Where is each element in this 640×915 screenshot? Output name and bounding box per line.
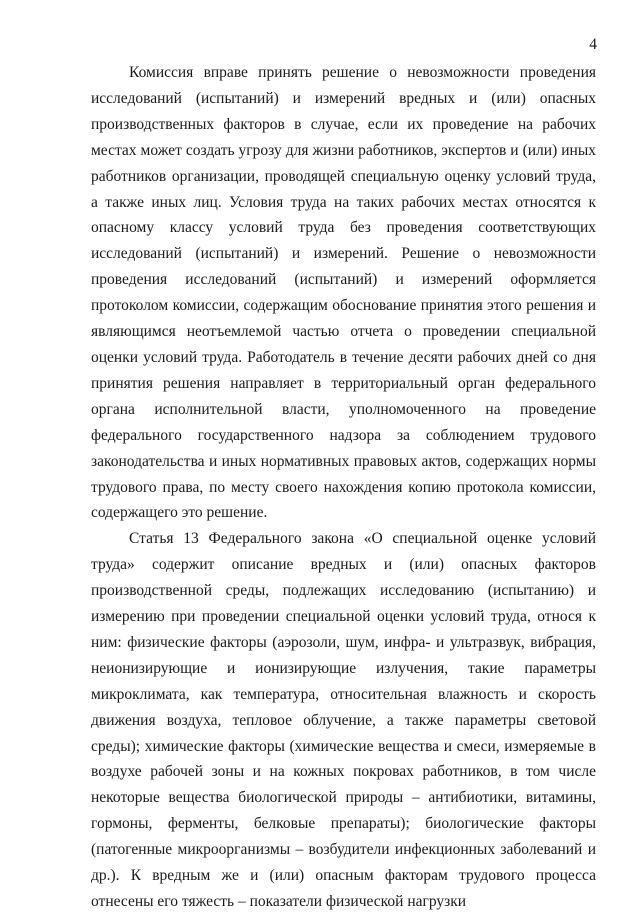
paragraph-commission-decision: Комиссия вправе принять решение о невозможности проведения исследований (испытаний) и измерений вредных и (или) опасных производственных факторов в случае, если их проведение на рабочих местах может создать угрозу для жизни работников, экспертов и (или) иных работников организации, проводящей специальную оценку условий труда, а также иных лиц. Условия труда на таких рабочих местах относятся к опасному классу условий труда без проведения соответствующих исследований (испытаний) и измерений. Решение о невозможности проведения исследований (испытаний) и измерений оформляется протоколом комиссии, содержащим обоснование принятия этого решения и являющимся неотъемлемой частью отчета о проведении специальной оценки условий труда. Работодатель в течение десяти рабочих дней со дня принятия решения направляет в территориальный орган федерального органа исполнительной власти, уполномоченного на проведение федерального государственного надзора за соблюдением трудового законодательства и иных нормативных правовых актов, содержащих нормы трудового права, по месту своего нахождения копию протокола комиссии, содержащего это решение. <box>91 64 596 522</box>
page-number: 4 <box>589 36 597 53</box>
paragraph-article-13: Статья 13 Федерального закона «О специальной оценке условий труда» содержит описание вредных и (или) опасных факторов производственной среды, подлежащих исследованию (испытанию) и измерению при проведении специальной оценки условий труда, относя к ним: физические факторы (аэрозоли, шум, инфра- и ультразвук, вибрация, неионизирующие и ионизирующие излучения, такие параметры микроклимата, как температура, относительная влажность и скорость движения воздуха, тепловое облучение, а также параметры световой среды); химические факторы (химические вещества и смеси, измеряемые в воздухе рабочей зоны и на кожных покровах работников, в том числе некоторые вещества биологической природы – антибиотики, витамины, гормоны, ферменты, белковые препараты); биологические факторы (патогенные микроорганизмы – возбудители инфекционных заболеваний и др.). К вредным же и (или) опасным факторам трудового процесса отнесены его тяжесть – показатели физической нагрузки <box>91 530 596 910</box>
body-text <box>91 60 596 915</box>
